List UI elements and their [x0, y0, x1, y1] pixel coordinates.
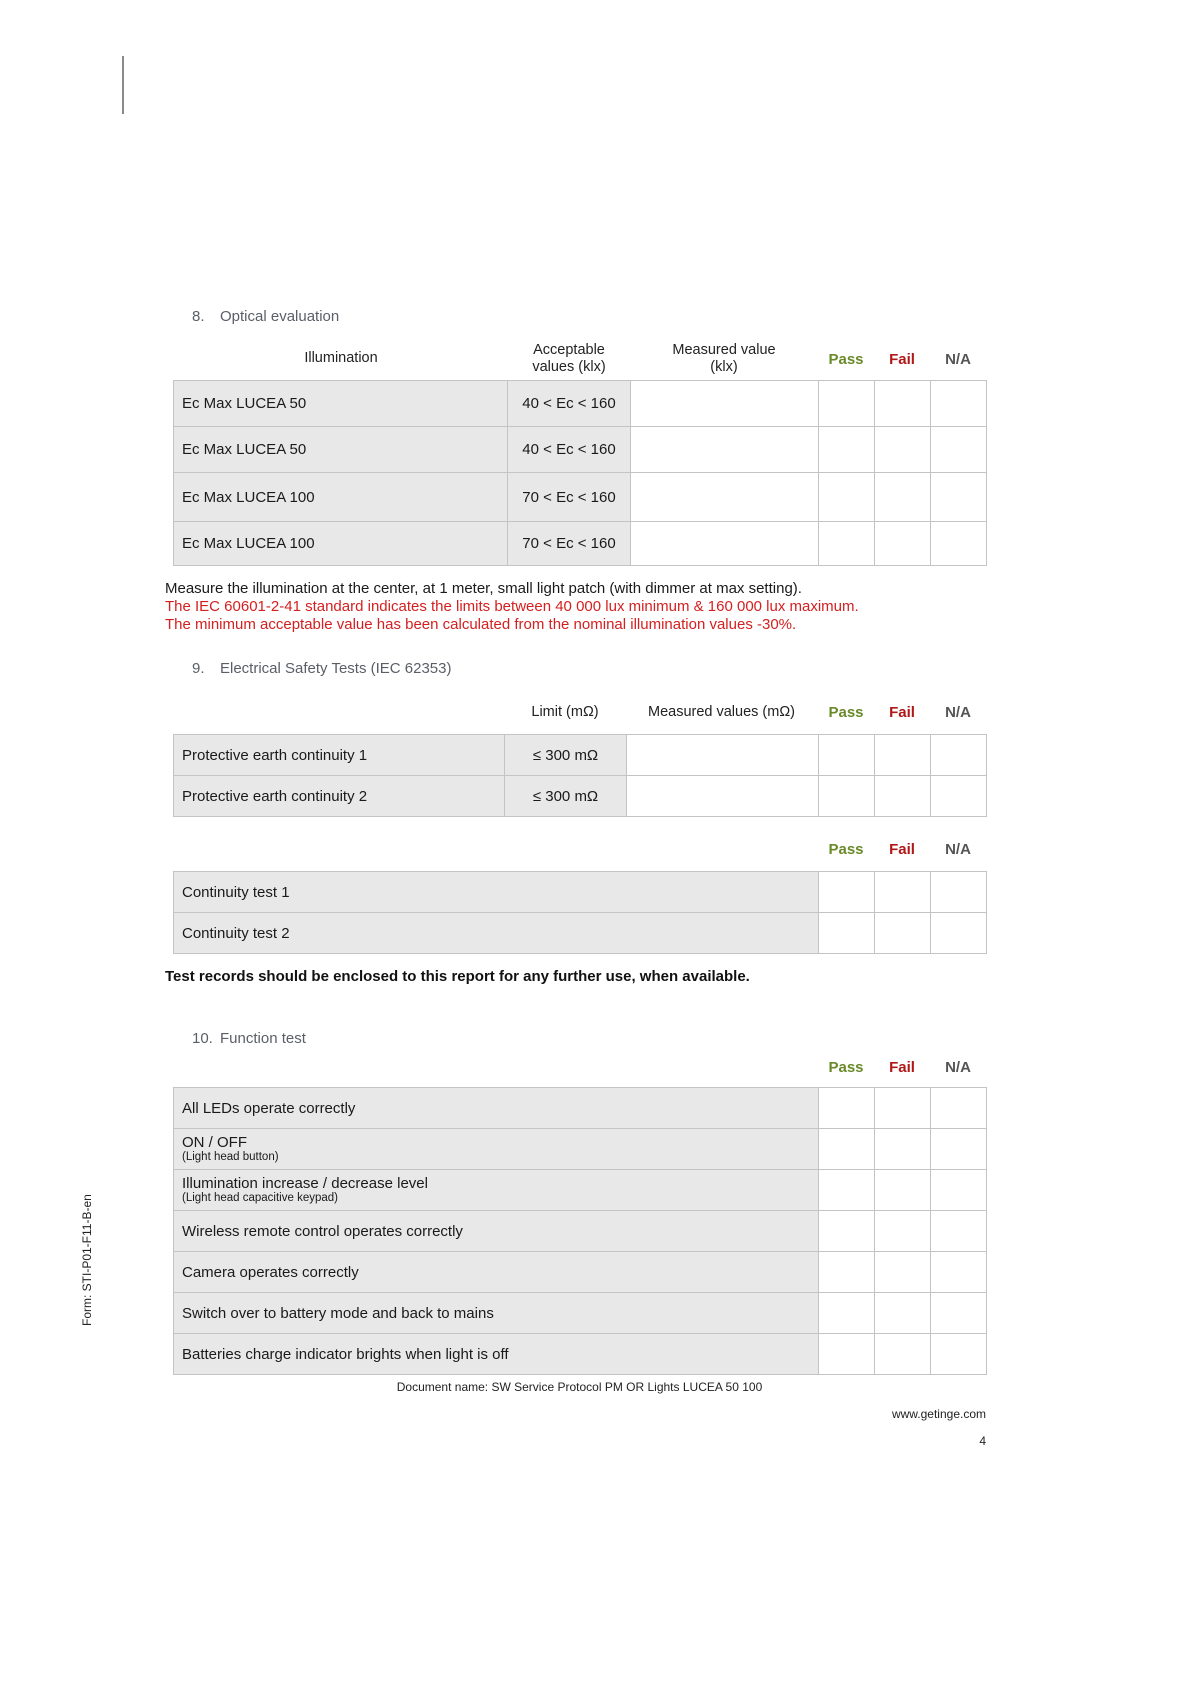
limit-value: ≤ 300 mΩ	[505, 735, 627, 776]
header-na: N/A	[945, 841, 971, 858]
row-label: Ec Max LUCEA 100	[174, 473, 508, 522]
na-cell[interactable]	[931, 1293, 987, 1334]
section-title-text: Optical evaluation	[220, 308, 340, 325]
header-pass: Pass	[828, 841, 864, 858]
fail-cell[interactable]	[875, 913, 931, 954]
optical-standard-note: The IEC 60601-2-41 standard indicates the limits between 40 000 lux minimum & 160 000 lux maximum.	[165, 598, 859, 615]
document-name: Document name: SW Service Protocol PM OR Lights LUCEA 50 100	[396, 1380, 763, 1394]
na-cell[interactable]	[931, 381, 987, 427]
pass-cell[interactable]	[819, 913, 875, 954]
fail-cell[interactable]	[875, 427, 931, 473]
fail-cell[interactable]	[875, 381, 931, 427]
section-title-text: Function test	[220, 1030, 306, 1047]
fail-cell[interactable]	[875, 872, 931, 913]
table-row	[174, 1129, 987, 1170]
optical-note-line: Measure the illumination at the center, at 1 meter, small light patch (with dimmer at max setting).	[165, 580, 802, 597]
section-title-optical	[192, 308, 339, 325]
section-number: 10.	[192, 1030, 213, 1047]
function-table	[173, 1087, 987, 1375]
row-label: Continuity test 2	[174, 913, 819, 954]
measured-value-cell[interactable]	[631, 522, 819, 566]
measured-value-cell[interactable]	[631, 473, 819, 522]
table-row	[174, 913, 987, 954]
na-cell[interactable]	[931, 427, 987, 473]
section-title-function	[192, 1030, 306, 1047]
pass-cell[interactable]	[819, 872, 875, 913]
na-cell[interactable]	[931, 1129, 987, 1170]
acceptable-value: 70 < Ec < 160	[508, 473, 631, 522]
na-cell[interactable]	[931, 1211, 987, 1252]
header-fail: Fail	[889, 1059, 915, 1076]
optical-note	[165, 580, 859, 634]
pass-cell[interactable]	[819, 1088, 875, 1129]
section-title-text: Electrical Safety Tests (IEC 62353)	[220, 660, 452, 677]
header-acceptable-line1: Acceptable	[533, 342, 605, 358]
na-cell[interactable]	[931, 1252, 987, 1293]
header-pass: Pass	[828, 704, 864, 721]
table-row	[174, 381, 987, 427]
row-label-main: ON / OFF	[182, 1134, 247, 1151]
na-cell[interactable]	[931, 872, 987, 913]
row-label: Switch over to battery mode and back to mains	[174, 1293, 819, 1334]
pass-cell[interactable]	[819, 1334, 875, 1375]
table-row	[174, 427, 987, 473]
fail-cell[interactable]	[875, 1088, 931, 1129]
table-row	[174, 1211, 987, 1252]
header-na: N/A	[945, 1059, 971, 1076]
table-row	[174, 1088, 987, 1129]
table-row	[174, 1170, 987, 1211]
header-pass: Pass	[828, 1059, 864, 1076]
optical-table	[173, 380, 987, 566]
pass-cell[interactable]	[819, 1293, 875, 1334]
row-label: Protective earth continuity 2	[174, 776, 505, 817]
acceptable-value: 70 < Ec < 160	[508, 522, 631, 566]
row-label: Ec Max LUCEA 100	[174, 522, 508, 566]
pass-cell[interactable]	[819, 1129, 875, 1170]
na-cell[interactable]	[931, 473, 987, 522]
fail-cell[interactable]	[875, 1252, 931, 1293]
row-label-sub: (Light head button)	[182, 1151, 279, 1163]
form-id: Form: STI-P01-F11-B-en	[80, 1194, 94, 1326]
row-label: Wireless remote control operates correctly	[174, 1211, 819, 1252]
optical-minimum-note: The minimum acceptable value has been calculated from the nominal illumination values -30%.	[165, 616, 797, 633]
row-label	[174, 1170, 819, 1211]
measured-value-cell[interactable]	[631, 427, 819, 473]
measured-value-cell[interactable]	[631, 381, 819, 427]
table-row	[174, 776, 987, 817]
na-cell[interactable]	[931, 1170, 987, 1211]
measured-value-cell[interactable]	[627, 735, 819, 776]
pass-cell[interactable]	[819, 1170, 875, 1211]
header-rule	[122, 56, 124, 114]
fail-cell[interactable]	[875, 1293, 931, 1334]
row-label: Ec Max LUCEA 50	[174, 427, 508, 473]
fail-cell[interactable]	[875, 735, 931, 776]
table-row	[174, 1334, 987, 1375]
header-fail: Fail	[889, 841, 915, 858]
header-fail: Fail	[889, 704, 915, 721]
row-label: Camera operates correctly	[174, 1252, 819, 1293]
page-number: 4	[979, 1434, 986, 1448]
test-records-note: Test records should be enclosed to this report for any further use, when available.	[165, 968, 750, 985]
table-row	[174, 473, 987, 522]
acceptable-value: 40 < Ec < 160	[508, 381, 631, 427]
row-label: Ec Max LUCEA 50	[174, 381, 508, 427]
measured-value-cell[interactable]	[627, 776, 819, 817]
table-row	[174, 872, 987, 913]
pass-cell[interactable]	[819, 381, 875, 427]
row-label-sub: (Light head capacitive keypad)	[182, 1192, 338, 1204]
section-number: 9.	[192, 660, 205, 677]
fail-cell[interactable]	[875, 522, 931, 566]
header-illumination: Illumination	[304, 350, 378, 366]
fail-cell[interactable]	[875, 776, 931, 817]
header-measured	[630, 342, 818, 376]
row-label-main: Illumination increase / decrease level	[182, 1175, 428, 1192]
fail-cell[interactable]	[875, 1170, 931, 1211]
row-label	[174, 1129, 819, 1170]
pass-cell[interactable]	[819, 427, 875, 473]
na-cell[interactable]	[931, 913, 987, 954]
fail-cell[interactable]	[875, 473, 931, 522]
row-label: Continuity test 1	[174, 872, 819, 913]
pass-cell[interactable]	[819, 776, 875, 817]
table-row	[174, 1252, 987, 1293]
pass-cell[interactable]	[819, 522, 875, 566]
fail-cell[interactable]	[875, 1129, 931, 1170]
pass-cell[interactable]	[819, 735, 875, 776]
pass-cell[interactable]	[819, 1252, 875, 1293]
section-number: 8.	[192, 308, 205, 325]
na-cell[interactable]	[931, 522, 987, 566]
header-na: N/A	[945, 704, 971, 721]
table-row	[174, 1293, 987, 1334]
header-measured-line1: Measured value	[672, 342, 776, 358]
row-label: Protective earth continuity 1	[174, 735, 505, 776]
pass-cell[interactable]	[819, 473, 875, 522]
header-pass: Pass	[828, 351, 864, 368]
table-row	[174, 522, 987, 566]
na-cell[interactable]	[931, 1088, 987, 1129]
fail-cell[interactable]	[875, 1211, 931, 1252]
na-cell[interactable]	[931, 1334, 987, 1375]
limit-value: ≤ 300 mΩ	[505, 776, 627, 817]
pass-cell[interactable]	[819, 1211, 875, 1252]
header-acceptable-line2: values (klx)	[532, 359, 606, 375]
header-fail: Fail	[889, 351, 915, 368]
table-row	[174, 735, 987, 776]
header-measured-values: Measured values (mΩ)	[647, 704, 796, 720]
row-label: All LEDs operate correctly	[174, 1088, 819, 1129]
header-limit: Limit (mΩ)	[531, 704, 599, 720]
na-cell[interactable]	[931, 776, 987, 817]
na-cell[interactable]	[931, 735, 987, 776]
row-label: Batteries charge indicator brights when light is off	[174, 1334, 819, 1375]
fail-cell[interactable]	[875, 1334, 931, 1375]
website-link[interactable]: www.getinge.com	[891, 1407, 986, 1421]
header-acceptable	[508, 342, 630, 376]
electrical-table	[173, 734, 987, 817]
header-measured-line2: (klx)	[710, 359, 738, 375]
acceptable-value: 40 < Ec < 160	[508, 427, 631, 473]
continuity-table	[173, 871, 987, 954]
header-na: N/A	[945, 351, 971, 368]
section-title-electrical	[192, 660, 452, 677]
